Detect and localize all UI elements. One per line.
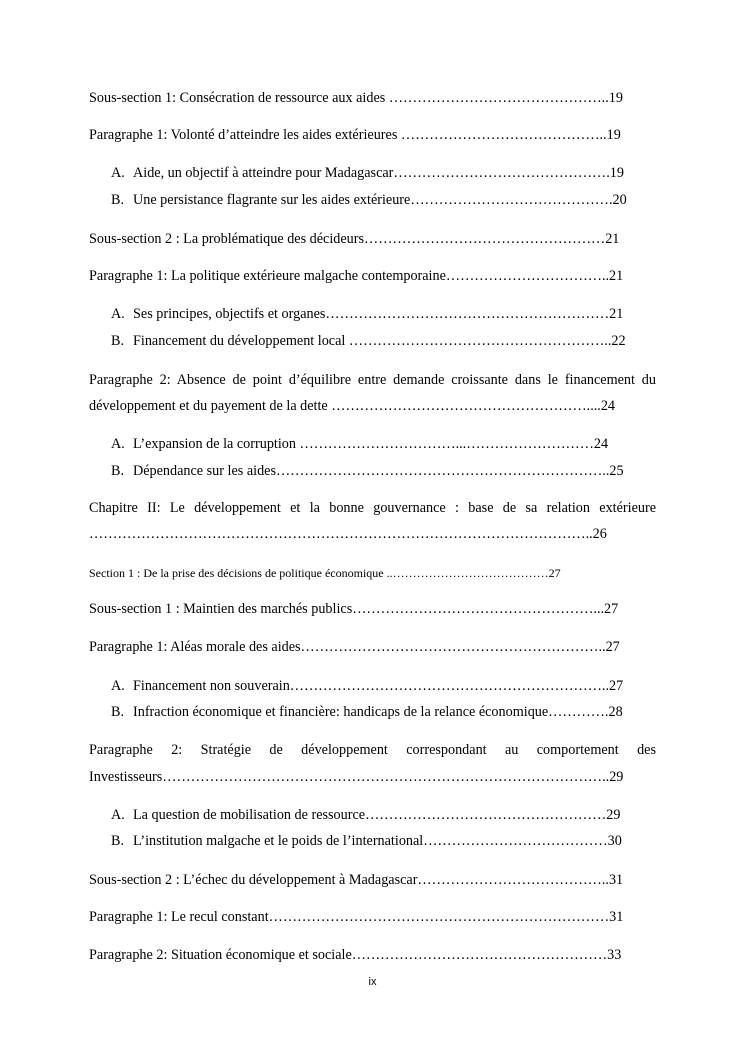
toc-subentry [111, 832, 656, 850]
toc-subentry-text: Aide, un objectif à atteindre pour Madagascar……………………………………….19 [133, 165, 624, 181]
toc-entry: Paragraphe 1: Le recul constant………………………………………………………………31 [89, 909, 624, 925]
toc-subentry-text: Financement non souverain…………………………………………………………..27 [133, 678, 624, 694]
toc-entry: Paragraphe 2: Stratégie de développement correspondant au comportement des [89, 742, 656, 758]
toc-entry: Chapitre II: Le développement et la bonne gouvernance : base de sa relation extérieure [89, 500, 656, 516]
toc-subentry-text: Financement du développement local ………………………………………………..22 [133, 333, 626, 349]
toc-subentry [111, 164, 656, 182]
toc-letter: B. [111, 704, 125, 720]
toc-entry: Investisseurs…………………………………………………………………………………..29 [89, 769, 624, 785]
toc-entry: ……………………………………………………………………………………………..26 [89, 526, 607, 542]
toc-subentry [111, 332, 656, 350]
toc-subentry-text: Infraction économique et financière: handicaps de la relance économique………….28 [133, 704, 623, 720]
toc-letter: A. [111, 678, 125, 694]
toc-letter: B. [111, 333, 125, 349]
toc-entry: Sous-section 1: Consécration de ressource aux aides ………………………………………..19 [89, 90, 623, 106]
toc-subentry [111, 305, 656, 323]
toc-entry: Section 1 : De la prise des décisions de politique économique ..…………………………………27 [89, 566, 561, 580]
toc-letter: A. [111, 165, 125, 181]
toc-letter: B. [111, 833, 125, 849]
toc-entry: Paragraphe 1: Aléas morale des aides………………………………………………………..27 [89, 639, 620, 655]
toc-letter: B. [111, 192, 125, 208]
toc-subentry [111, 462, 656, 480]
toc-entry: Paragraphe 1: Volonté d’atteindre les aides extérieures ……………………………………..19 [89, 127, 621, 143]
toc-entry: Paragraphe 2: Situation économique et sociale………………………………………………33 [89, 947, 622, 963]
toc-entry: Paragraphe 2: Absence de point d’équilibre entre demande croissante dans le financement du [89, 372, 656, 388]
toc-subentry [111, 435, 656, 453]
toc-subentry-text: Une persistance flagrante sur les aides extérieure…………………………………….20 [133, 192, 627, 208]
toc-subentry-text: La question de mobilisation de ressource……………………………………………29 [133, 807, 621, 823]
toc-entry: Sous-section 2 : La problématique des décideurs……………………………………………21 [89, 231, 620, 247]
toc-subentry-text: L’institution malgache et le poids de l’international…………………………………30 [133, 833, 622, 849]
toc-letter: B. [111, 463, 125, 479]
toc-subentry-text: L’expansion de la corruption ……………………………...………………………24 [133, 436, 609, 452]
toc-subentry [111, 191, 656, 209]
toc-subentry [111, 703, 656, 721]
toc-entry: Paragraphe 1: La politique extérieure malgache contemporaine……………………………..21 [89, 268, 624, 284]
toc-entry: développement et du payement de la dette ………………………………………………....24 [89, 398, 616, 414]
toc-letter: A. [111, 436, 125, 452]
toc-subentry [111, 806, 656, 824]
toc-subentry-text: Ses principes, objectifs et organes……………………………………………………21 [133, 306, 624, 322]
toc-entry: Sous-section 2 : L’échec du développement à Madagascar…………………………………..31 [89, 872, 624, 888]
toc-subentry [111, 677, 656, 695]
toc-letter: A. [111, 306, 125, 322]
toc-letter: A. [111, 807, 125, 823]
toc-entry: Sous-section 1 : Maintien des marchés publics……………………………………………...27 [89, 601, 619, 617]
page-number: ix [368, 976, 377, 988]
toc-subentry-text: Dépendance sur les aides……………………………………………………………..25 [133, 463, 624, 479]
